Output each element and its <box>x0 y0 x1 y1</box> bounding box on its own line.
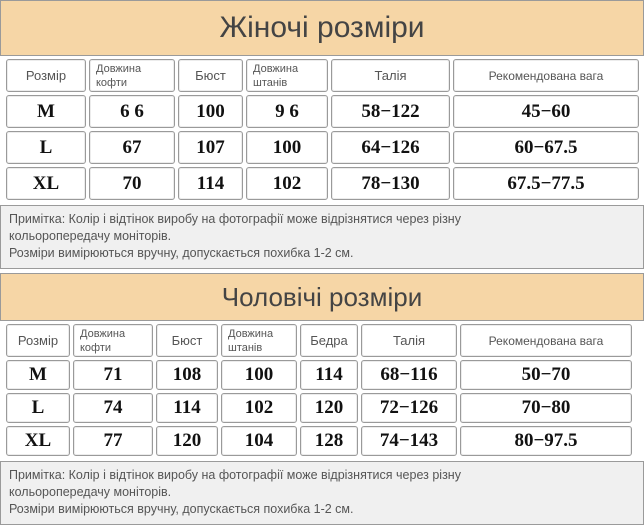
pants-length-cell: 102 <box>221 393 297 423</box>
note-line: Примітка: Колір і відтінок виробу на фотографії може відрізнятися через різну <box>9 468 461 482</box>
men-header-hips: Бедра <box>300 324 358 357</box>
hips-cell: 120 <box>300 393 358 423</box>
bust-cell: 100 <box>178 95 243 128</box>
men-note <box>0 461 644 525</box>
table-row <box>0 360 644 390</box>
table-row <box>0 393 644 423</box>
size-cell: M <box>6 95 86 128</box>
pants-length-cell: 100 <box>246 131 328 164</box>
size-cell: M <box>6 360 70 390</box>
women-note <box>0 205 644 269</box>
jacket-length-cell: 77 <box>73 426 153 456</box>
waist-cell: 78−130 <box>331 167 450 200</box>
size-cell: XL <box>6 167 86 200</box>
women-header-size: Розмір <box>6 59 86 92</box>
waist-cell: 74−143 <box>361 426 457 456</box>
waist-cell: 68−116 <box>361 360 457 390</box>
size-cell: L <box>6 393 70 423</box>
women-title: Жіночі розміри <box>219 11 425 44</box>
jacket-length-cell: 67 <box>89 131 175 164</box>
bust-cell: 114 <box>178 167 243 200</box>
waist-cell: 58−122 <box>331 95 450 128</box>
bust-cell: 120 <box>156 426 218 456</box>
women-header-jacket-length: Довжина кофти <box>89 59 175 92</box>
women-header-weight: Рекомендована вага <box>453 59 639 92</box>
bust-cell: 108 <box>156 360 218 390</box>
hips-cell: 114 <box>300 360 358 390</box>
note-line: кольоропередачу моніторів. <box>9 485 172 499</box>
jacket-length-cell: 74 <box>73 393 153 423</box>
men-header-row <box>0 324 644 357</box>
women-header-bust: Бюст <box>178 59 243 92</box>
men-header-jacket-length: Довжина кофти <box>73 324 153 357</box>
men-header-size: Розмір <box>6 324 70 357</box>
weight-cell: 67.5−77.5 <box>453 167 639 200</box>
men-title: Чоловічі розміри <box>221 282 423 312</box>
waist-cell: 64−126 <box>331 131 450 164</box>
note-line: Розміри вимірюються вручну, допускається похибка 1-2 см. <box>9 502 354 516</box>
men-header-pants-length: Довжина штанів <box>221 324 297 357</box>
jacket-length-cell: 70 <box>89 167 175 200</box>
women-title-bar <box>0 0 644 56</box>
table-row <box>0 131 644 164</box>
note-line: Розміри вимірюються вручну, допускається похибка 1-2 см. <box>9 246 354 260</box>
men-header-bust: Бюст <box>156 324 218 357</box>
pants-length-cell: 100 <box>221 360 297 390</box>
pants-length-cell: 102 <box>246 167 328 200</box>
women-header-row <box>0 59 644 92</box>
jacket-length-cell: 6 6 <box>89 95 175 128</box>
table-row <box>0 95 644 128</box>
weight-cell: 70−80 <box>460 393 632 423</box>
bust-cell: 114 <box>156 393 218 423</box>
hips-cell: 128 <box>300 426 358 456</box>
men-title-bar <box>0 273 644 321</box>
bust-cell: 107 <box>178 131 243 164</box>
pants-length-cell: 104 <box>221 426 297 456</box>
weight-cell: 60−67.5 <box>453 131 639 164</box>
pants-length-cell: 9 6 <box>246 95 328 128</box>
men-size-section <box>0 273 644 525</box>
women-header-pants-length: Довжина штанів <box>246 59 328 92</box>
table-row <box>0 426 644 456</box>
jacket-length-cell: 71 <box>73 360 153 390</box>
size-cell: XL <box>6 426 70 456</box>
weight-cell: 80−97.5 <box>460 426 632 456</box>
note-line: кольоропередачу моніторів. <box>9 229 172 243</box>
note-line: Примітка: Колір і відтінок виробу на фотографії може відрізнятися через різну <box>9 212 461 226</box>
weight-cell: 45−60 <box>453 95 639 128</box>
waist-cell: 72−126 <box>361 393 457 423</box>
men-header-weight: Рекомендована вага <box>460 324 632 357</box>
table-row <box>0 167 644 200</box>
women-header-waist: Талія <box>331 59 450 92</box>
weight-cell: 50−70 <box>460 360 632 390</box>
men-header-waist: Талія <box>361 324 457 357</box>
size-cell: L <box>6 131 86 164</box>
